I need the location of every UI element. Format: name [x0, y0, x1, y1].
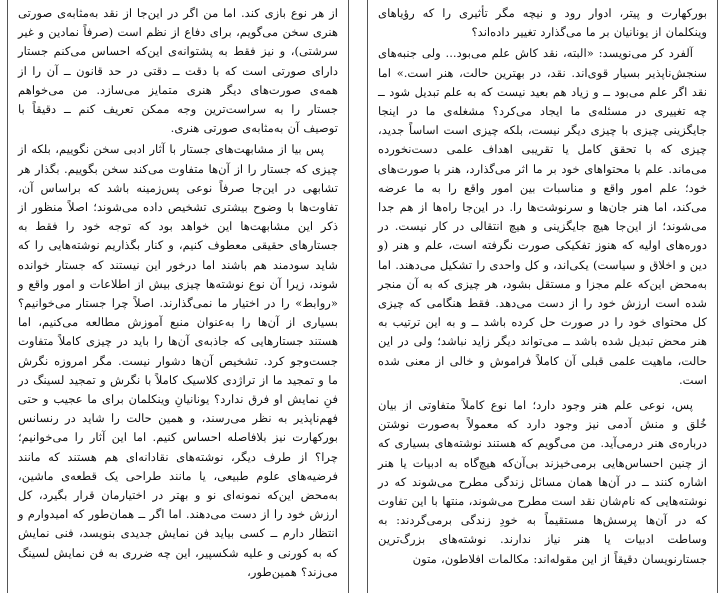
left-paragraph-1: از هر نوع بازی کند. اما من اگر در این‌جا از نقد به‌مثابه‌ی صورتی هنری سخن می‌گویم، برای دفاع از نظم است (صرفاً نمادین و غیر سرشتی)، و نیز فقط به پشتوانه‌ی این‌که احساس می‌کنم جستار دارای صورتی است که با دقت ــ دقتی در حد قانون ــ آن را از همه‌ی صورت‌های دیگر هنری متمایز می‌سازد. من می‌خواهم جستار را به سراست‌ترین وجه ممکن تعریف کنم ــ دقیقاً با توصیف آن به‌مثابه‌ی صورتی هنری. — [18, 6, 338, 136]
left-text-column — [7, 0, 349, 593]
right-paragraph-2: آلفرد کر می‌نویسد: «البته، نقد کاش علم می‌بود... ولی جنبه‌های سنجش‌ناپذیر بسیار قوی‌اند. نقد، در بهترین حالت، هنر است.» اما نقد اگر علم می‌بود ــ و زیاد هم بعید نیست که به علم تبدیل شود ــ چه تغییری در مسئله‌ی ما ایجاد می‌کرد؟ مشغله‌ی ما در اینجا جایگزینی چیزی با چیزی دیگر نیست، بلکه چیزی است اساساً جدید، چیزی که با تحقق کامل یا تقریبی اهداف علمی دست‌نخورده می‌ماند. علم با محتواهای خود بر ما اثر می‌گذارد، هنر با صورت‌های خود؛ علم امور واقع و مناسبات بین امور واقع را به ما عرضه می‌کند، اما هنر جان‌ها و سرنوشت‌ها را. در این‌جا راه‌ها از هم جدا می‌شوند؛ از این‌جا هیچ جایگزینی و هیچ انتقالی در کار نیست. در دوره‌های اولیه که هنوز تفکیکی صورت نگرفته است، علم و هنر (و دین و اخلاق و سیاست) یکی‌اند، و کل واحدی را تشکیل می‌دهند. اما به‌محض این‌که علم مجزا و مستقل بشود، هر چیزی که به آن منجر شده است ارزش خود را از دست می‌دهد. فقط هنگامی که چیزی کل محتوای خود را در صورت حل کرده باشد ــ و به این ترتیب به هنر محض تبدیل شده باشد ــ می‌تواند دیگر زاید نباشد؛ ولی در این حالت، ماهیت علمی قبلی آن کاملاً فراموش و خالی از معنی شده است. — [378, 46, 707, 387]
left-paragraph-2: پس بیا از مشابهت‌های جستار با آثار ادبی سخن نگوییم، بلکه از چیزی که جستار را از آن‌ها متفاوت می‌کند سخن بگوییم. بگذار هر تشابهی در این‌جا صرفاً نوعی پس‌زمینه باشد که براساس آن، تفاوت‌ها با وضوح بیشتری تشخیص داده می‌شوند؛ اصلاً منظور از ذکر این مشابهت‌ها این خواهد بود که توجه خود را فقط به جستارهای حقیقی معطوف کنیم، و کنار بگذاریم نوشته‌هایی را که شاید سودمند هم باشند اما درخور این نیستند که جستار خوانده شوند، زیرا آن نوع نوشته‌ها چیزی بیش از اطلاعات و امور واقع و «روابط» را در اختیار ما نمی‌گذارند. اصلاً چرا جستار می‌خوانیم؟ بسیاری از آن‌ها را به‌عنوان منبع آموزش مطالعه می‌کنیم، اما هستند جستارهایی که جاذبه‌ی آن‌ها را باید در چیزی کاملاً متفاوت جست‌وجو کرد. تشخیص آن‌ها دشوار نیست. مگر امروزه نگرش ما و تمجید ما از تراژدی کلاسیک کاملاً با نگرش و تمجید لسینگ در فنِ نمایش او فرق ندارد؟ یونانیانِ وینکلمان برای ما عجیب و حتی فهم‌ناپذیر به نظر می‌رسند، و همین حالت را شاید در رنسانس بورکهارت نیز بلافاصله احساس کنیم. اما این آثار را می‌خوانیم؛ چرا؟ از طرف دیگر، نوشته‌های نقادانه‌ای هم هستند که مانند فرضیه‌های علوم طبیعی، یا مانند طراحی یک قطعه‌ی ماشین، به‌محض این‌که نمونه‌ای نو و بهتر در اختیارمان قرار بگیرد، کل ارزش خود را از دست می‌دهند. اما اگر ــ همان‌طور که امیدوارم و انتظار دارم ــ کسی بیاید فن نمایش جدیدی بنویسد، فنی نمایش که به کورنی و علیه شکسپیر، این چه ضرری به فن نمایش لسینگ می‌زند؟ همین‌طور، — [18, 142, 338, 579]
right-paragraph-1: بورکهارت و پیتر، ادوار رود و نیچه مگر تأثیری را که رؤیاهای وینکلمان از یونانیان بر ما می‌گذارد تغییر داده‌اند؟ — [378, 6, 707, 40]
right-paragraph-3: پس، نوعی علم هنر وجود دارد؛ اما نوع کاملاً متفاوتی از بیان خُلق و منش آدمی نیز وجود دارد که معمولاً به‌صورت نوشتن درباره‌ی هنر درمی‌آید. من می‌گویم که هستند نوشته‌های بسیاری که از چنین احساس‌هایی برمی‌خیزند بی‌آن‌که هیچ‌گاه به ادبیات یا هنر اشاره کنند ــ در آن‌ها همان مسائل زندگی مطرح می‌شوند که در نوشته‌هایی که نام‌شان نقد است مطرح می‌شوند، منتها با این تفاوت که در آن‌ها پرسش‌ها مستقیماً به خودِ زندگی برمی‌گردند: به وساطت ادبیات یا هنر نیاز ندارند. نوشته‌های بزرگ‌ترین جستارنویسان دقیقاً از این مقوله‌اند: مکالمات افلاطون، متون — [378, 398, 707, 566]
right-text-column — [367, 0, 718, 593]
